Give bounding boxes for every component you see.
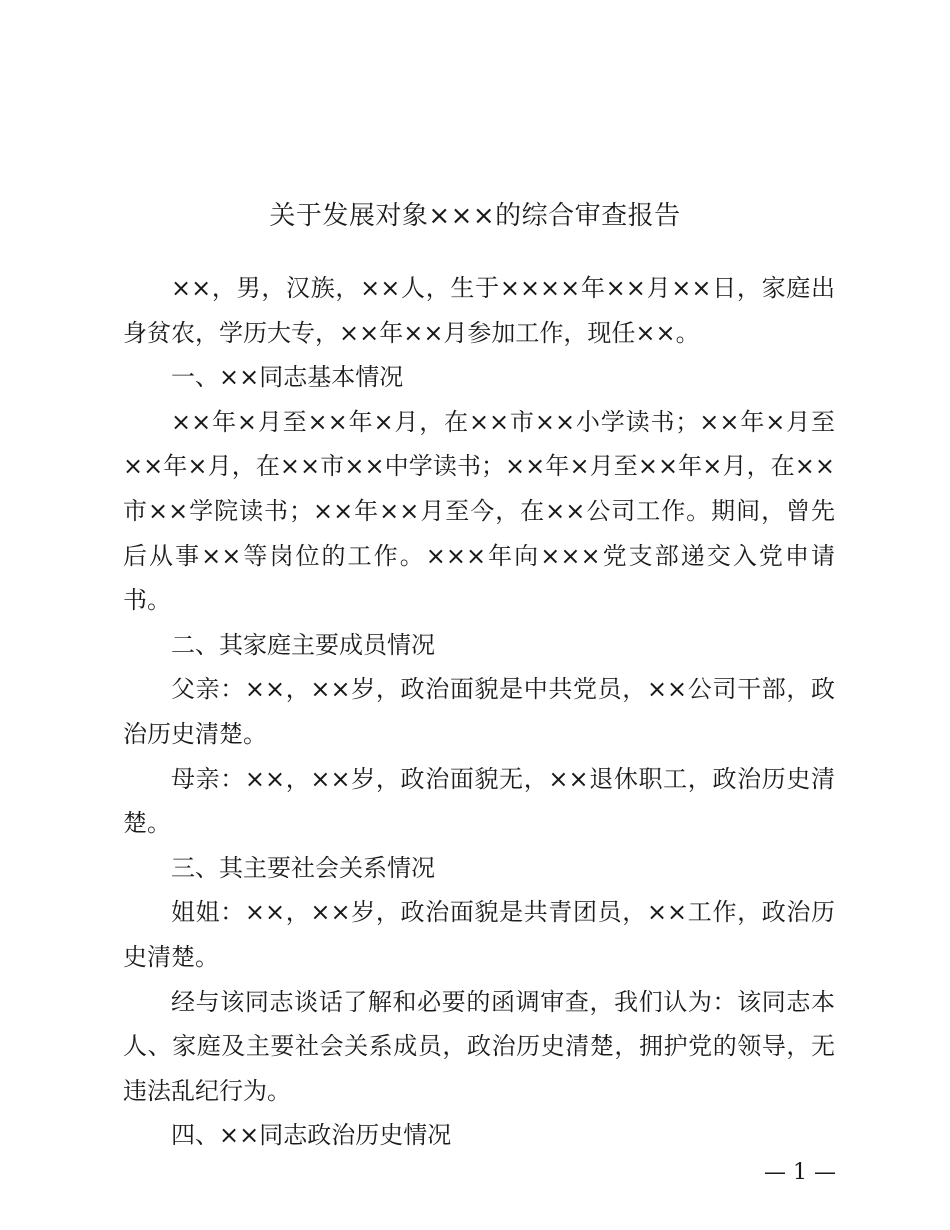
paragraph-personal-info: ××，男，汉族，××人，生于××××年××月××日，家庭出身贫农，学历大专，××年××月参加工作，现任××。 bbox=[123, 274, 835, 347]
paragraph-resume: ××年×月至××年×月，在××市××小学读书；××年×月至××年×月，在××市××中学读书；××年×月至××年×月，在××市××学院读书；××年××月至今，在××公司工作。期间，曾先后从事××等岗位的工作。×××年向×××党支部递交入党申请书。 bbox=[123, 407, 835, 615]
section-heading-1: 一、××同志基本情况 bbox=[171, 363, 404, 392]
page-number: — 1 — bbox=[764, 1160, 836, 1185]
paragraph-conclusion: 经与该同志谈话了解和必要的函调审查，我们认为：该同志本人、家庭及主要社会关系成员，政治历史清楚，拥护党的领导，无违法乱纪行为。 bbox=[123, 987, 835, 1105]
paragraph-sister: 姐姐：××，××岁，政治面貌是共青团员，××工作，政治历史清楚。 bbox=[123, 898, 835, 971]
section-heading-4: 四、××同志政治历史情况 bbox=[171, 1121, 452, 1150]
section-heading-3: 三、其主要社会关系情况 bbox=[171, 853, 435, 882]
paragraph-father: 父亲：××，××岁，政治面貌是中共党员，××公司干部，政治历史清楚。 bbox=[123, 675, 835, 748]
section-heading-2: 二、其家庭主要成员情况 bbox=[171, 630, 435, 659]
document-title: 关于发展对象×××的综合审查报告 bbox=[269, 201, 681, 231]
document-body bbox=[123, 266, 835, 1158]
paragraph-mother: 母亲：××，××岁，政治面貌无，××退休职工，政治历史清楚。 bbox=[123, 764, 835, 838]
